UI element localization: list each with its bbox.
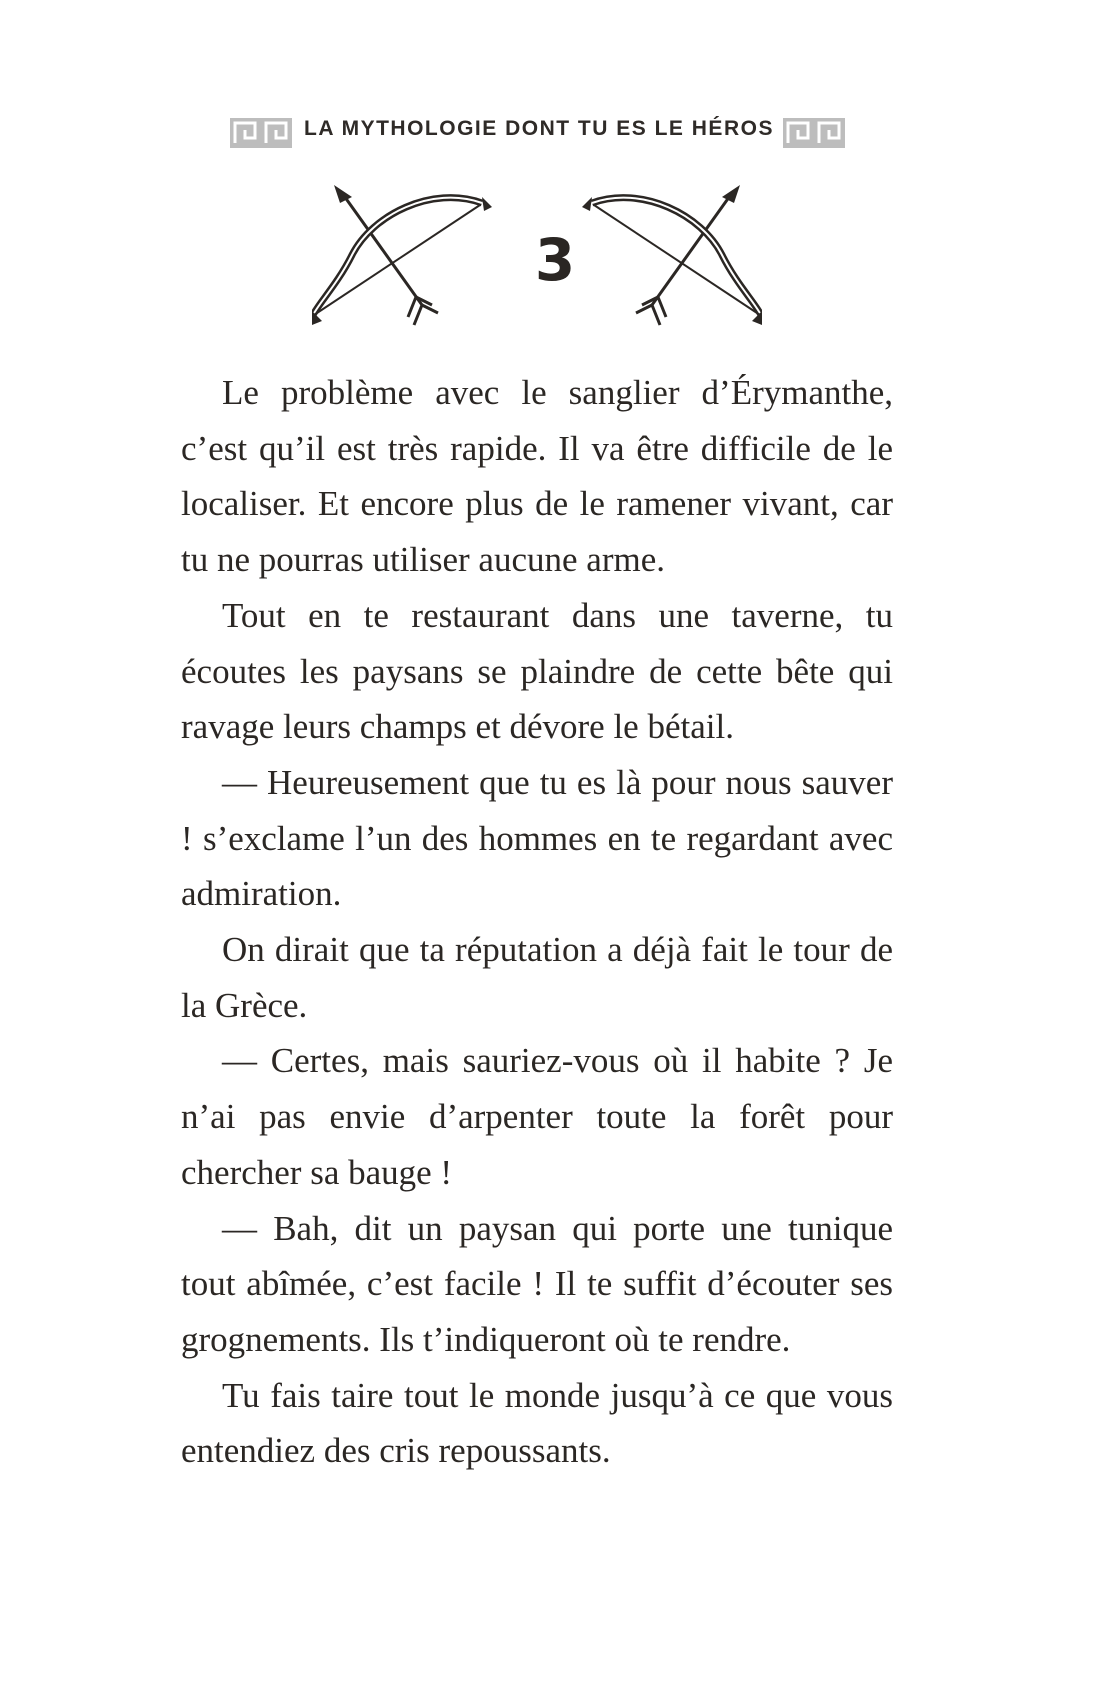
paragraph: On dirait que ta réputation a déjà fait le tour de la Grèce.	[181, 930, 893, 1025]
paragraph: — Certes, mais sauriez-vous où il habite ? Je n’ai pas envie d’arpenter toute la forêt pour chercher sa bauge !	[181, 1041, 893, 1192]
chapter-number: 3	[534, 226, 576, 294]
greek-key-left-icon	[230, 118, 292, 148]
bow-and-arrow-right-icon	[582, 185, 762, 335]
paragraph: Tout en te restaurant dans une taverne, tu écoutes les paysans se plaindre de cette bête qui ravage leurs champs et dévore le bétail.	[181, 595, 893, 747]
greek-key-right-icon	[783, 118, 845, 148]
running-title: LA MYTHOLOGIE DONT TU ES LE HÉROS	[304, 117, 774, 140]
bow-and-arrow-left-icon	[312, 185, 492, 335]
body-text	[181, 365, 893, 1479]
chapter-heading	[0, 185, 1111, 345]
paragraph: — Bah, dit un paysan qui porte une tunique tout abîmée, c’est facile ! Il te suffit d’écouter ses grognements. Ils t’indiqueront où te rendre.	[181, 1208, 893, 1359]
running-header	[0, 108, 1111, 158]
paragraph: Tu fais taire tout le monde jusqu’à ce que vous entendiez des cris repoussants.	[181, 1375, 893, 1471]
paragraph: Le problème avec le sanglier d’Érymanthe, c’est qu’il est très rapide. Il va être difficile de le localiser. Et encore plus de le ramener vivant, car tu ne pourras utiliser aucune arme.	[181, 373, 893, 580]
paragraph: — Heureusement que tu es là pour nous sauver ! s’exclame l’un des hommes en te regardant avec admiration.	[181, 762, 893, 914]
